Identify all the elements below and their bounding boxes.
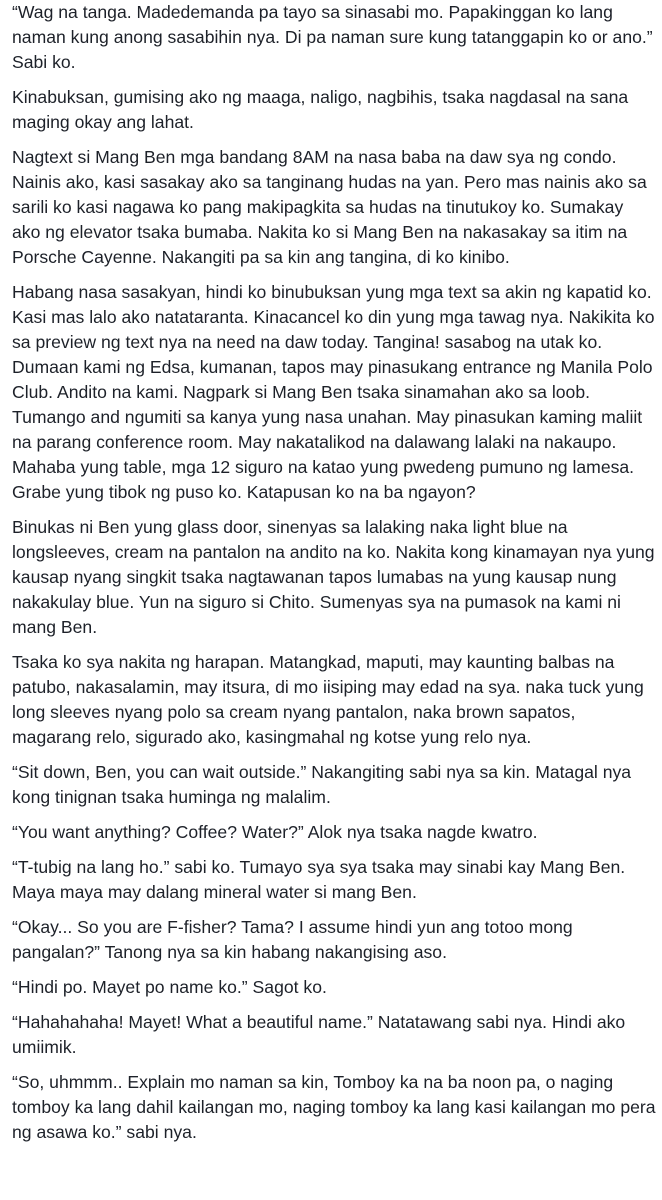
paragraph: “Hindi po. Mayet po name ko.” Sagot ko. [12,977,327,997]
paragraph: Kinabuksan, gumising ako ng maaga, naligo, nagbihis, tsaka nagdasal na sana maging okay ang lahat. [12,87,629,132]
paragraph: “T-tubig na lang ho.” sabi ko. Tumayo sya sya tsaka may sinabi kay Mang Ben. Maya maya may dalang mineral water si mang Ben. [12,857,626,902]
paragraph: Tsaka ko sya nakita ng harapan. Matangkad, maputi, may kaunting balbas na patubo, nakasalamin, may itsura, di mo iisiping may edad na sya. naka tuck yung long sleeves nyang polo sa cream nyang pantalon, naka brown sapatos, magarang relo, sigurado ako, kasingmahal ng kotse yung relo nya. [12,652,644,747]
paragraph: “Sit down, Ben, you can wait outside.” Nakangiting sabi nya sa kin. Matagal nya kong tinignan tsaka huminga ng malalim. [12,762,632,807]
paragraph: “Wag na tanga. Madedemanda pa tayo sa sinasabi mo. Papakinggan ko lang naman kung anong sasabihin nya. Di pa naman sure kung tatanggapin ko or ano.” Sabi ko. [12,2,653,72]
paragraph: Binukas ni Ben yung glass door, sinenyas sa lalaking naka light blue na longsleeves, cream na pantalon na andito na ko. Nakita kong kinamayan nya yung kausap nyang singkit tsaka nagtawanan tapos lumabas na yung kausap nung nakakulay blue. Yun na siguro si Chito. Sumenyas sya na pumasok na kami ni mang Ben. [12,517,655,637]
paragraph: “So, uhmmm.. Explain mo naman sa kin, Tomboy ka na ba noon pa, o naging tomboy ka lang dahil kailangan mo, naging tomboy ka lang kasi kailangan mo pera ng asawa ko.” sabi nya. [12,1072,656,1142]
paragraph: Habang nasa sasakyan, hindi ko binubuksan yung mga text sa akin ng kapatid ko. Kasi mas lalo ako natataranta. Kinacancel ko din yung mga tawag nya. Nakikita ko sa preview ng text nya na need na daw today. Tangina! sasabog na utak ko. Dumaan kami ng Edsa, kumanan, tapos may pinasukang entrance ng Manila Polo Club. Andito na kami. Nagpark si Mang Ben tsaka sinamahan ako sa loob. Tumango and ngumiti sa kanya yung nasa unahan. May pinasukan kaming maliit na parang conference room. May nakatalikod na dalawang lalaki na nakaupo. Mahaba yung table, mga 12 siguro na katao yung pwedeng pumuno ng lamesa. Grabe yung tibok ng puso ko. Katapusan ko na ba ngayon? [12,282,655,502]
paragraph: “Okay... So you are F-fisher? Tama? I assume hindi yun ang totoo mong pangalan?” Tanong nya sa kin habang nakangising aso. [12,917,573,962]
paragraph: Nagtext si Mang Ben mga bandang 8AM na nasa baba na daw sya ng condo. Nainis ako, kasi sasakay ako sa tanginang hudas na yan. Pero mas nainis ako sa sarili ko kasi nagawa ko pang makipagkita sa hudas na tinutukoy ko. Sumakay ako ng elevator tsaka bumaba. Nakita ko si Mang Ben na nakasakay sa itim na Porsche Cayenne. Nakangiti pa sa kin ang tangina, di ko kinibo. [12,147,647,267]
paragraph: “You want anything? Coffee? Water?” Alok nya tsaka nagde kwatro. [12,822,538,842]
paragraph: “Hahahahaha! Mayet! What a beautiful name.” Natatawang sabi nya. Hindi ako umiimik. [12,1012,626,1057]
